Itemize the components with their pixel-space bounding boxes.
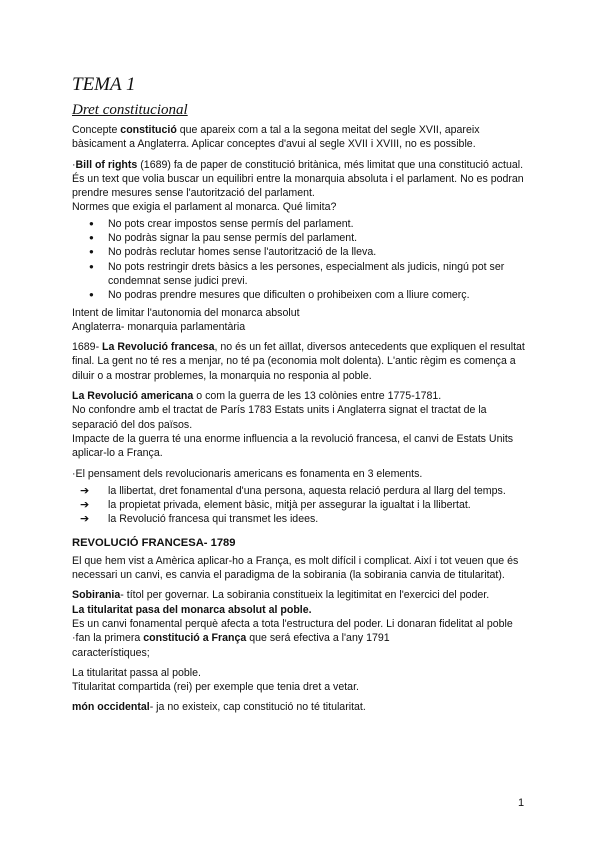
document-title: TEMA 1 <box>72 74 136 95</box>
paragraph-titularitat: La titularitat passa al poble. Titularitat compartida (rei) per exemple que tenia dret a vetar. <box>72 666 359 694</box>
paragraph-bill-of-rights: ·Bill of rights (1689) fa de paper de constitució britànica, més limitat que una constitució actual. És un text que volia buscar un equilibri entre la monarquia absoluta i el parlament. No es podran prendre mesures sense l'autorització del parlament. Normes que exigia el parlament al monarca. Qué limita? <box>72 158 524 214</box>
paragraph-revolucio-francesa: 1689- La Revolució francesa, no és un fet aïllat, diversos antecedents que expliquen el resultat final. La gent no té res a menjar, no té pa (economia molt dolenta). L'antic règim es comença a diluir o a mostrar problemes, la monarquia no responia al poble. <box>72 341 525 382</box>
section-heading: REVOLUCIÓ FRANCESA- 1789 <box>72 536 236 549</box>
list-item: ➔ la Revolució francesa qui transmet les idees. <box>80 513 319 526</box>
list-item: ● No podràs signar la pau sense permís del parlament. <box>72 231 532 245</box>
paragraph-constitucio: Concepte constitució que apareix com a tal a la segona meitat del segle XVII, apareix bàsicament a Anglaterra. Aplicar conceptes d'avui al segle XVII i XVIII, no es possible. <box>72 124 480 151</box>
list-item: ● No pots restringir drets bàsics a les persones, especialment als judicis, ningú pot ser condemnat sense judici previ. <box>72 260 532 289</box>
arrow-list <box>72 484 532 527</box>
arrow-icon: ➔ <box>80 484 90 497</box>
list-item: ● No podràs reclutar homes sense l'autorització de la lleva. <box>72 245 532 259</box>
list-item: ➔ la llibertat, dret fonamental d'una persona, aquesta relació perdura al llarg del temps. <box>80 484 506 497</box>
arrow-icon: ➔ <box>80 499 90 512</box>
list-item: ➔ la propietat privada, element bàsic, mitjà per assegurar la igualtat i la llibertat. <box>80 499 471 512</box>
document-body <box>72 74 532 715</box>
paragraph-intent: Intent de limitar l'autonomia del monarca absolut Anglaterra- monarquia parlamentària <box>72 306 300 333</box>
list-item: ● No podras prendre mesures que dificulten o prohibeixen com a lliure comerç. <box>72 288 532 302</box>
document-subtitle: Dret constitucional <box>72 102 188 118</box>
paragraph-america-franca: El que hem vist a Amèrica aplicar-ho a França, es molt difícil i complicat. Així i tot veuen que és necessari un canvi, es canvia el paradigma de la sobirania (la sobirania canvia de titularitat). <box>72 554 519 582</box>
bullet-list <box>72 217 532 303</box>
paragraph-mon-occidental: món occidental- ja no existeix, cap constitució no té titularitat. <box>72 701 366 714</box>
paragraph-revolucio-americana: La Revolució americana o com la guerra de les 13 colònies entre 1775-1781. No confondre amb el tractat de París 1783 Estats units i Anglaterra signat el tractat de la separació del dos països. Impacte de la guerra té una enorme influencia a la revolució francesa, el canvi de Estats Units aplicar-lo a França. <box>72 390 514 460</box>
paragraph-sobirania: Sobirania- títol per governar. La sobirania constitueix la legitimitat en l'exercici del poder. La titularitat pasa del monarca absolut al poble. Es un canvi fonamental perquè afecta a tota l'estructura del poder. Li donaran fidelitat al poble ·fan la primera constitució a França que será efectiva a l'any 1791 característiques; <box>72 589 513 659</box>
arrow-icon: ➔ <box>80 513 90 526</box>
paragraph-pensament: ·El pensament dels revolucionaris americans es fonamenta en 3 elements. <box>72 467 423 480</box>
list-item: ● No pots crear impostos sense permís del parlament. <box>72 217 532 231</box>
page-number: 1 <box>518 797 525 809</box>
